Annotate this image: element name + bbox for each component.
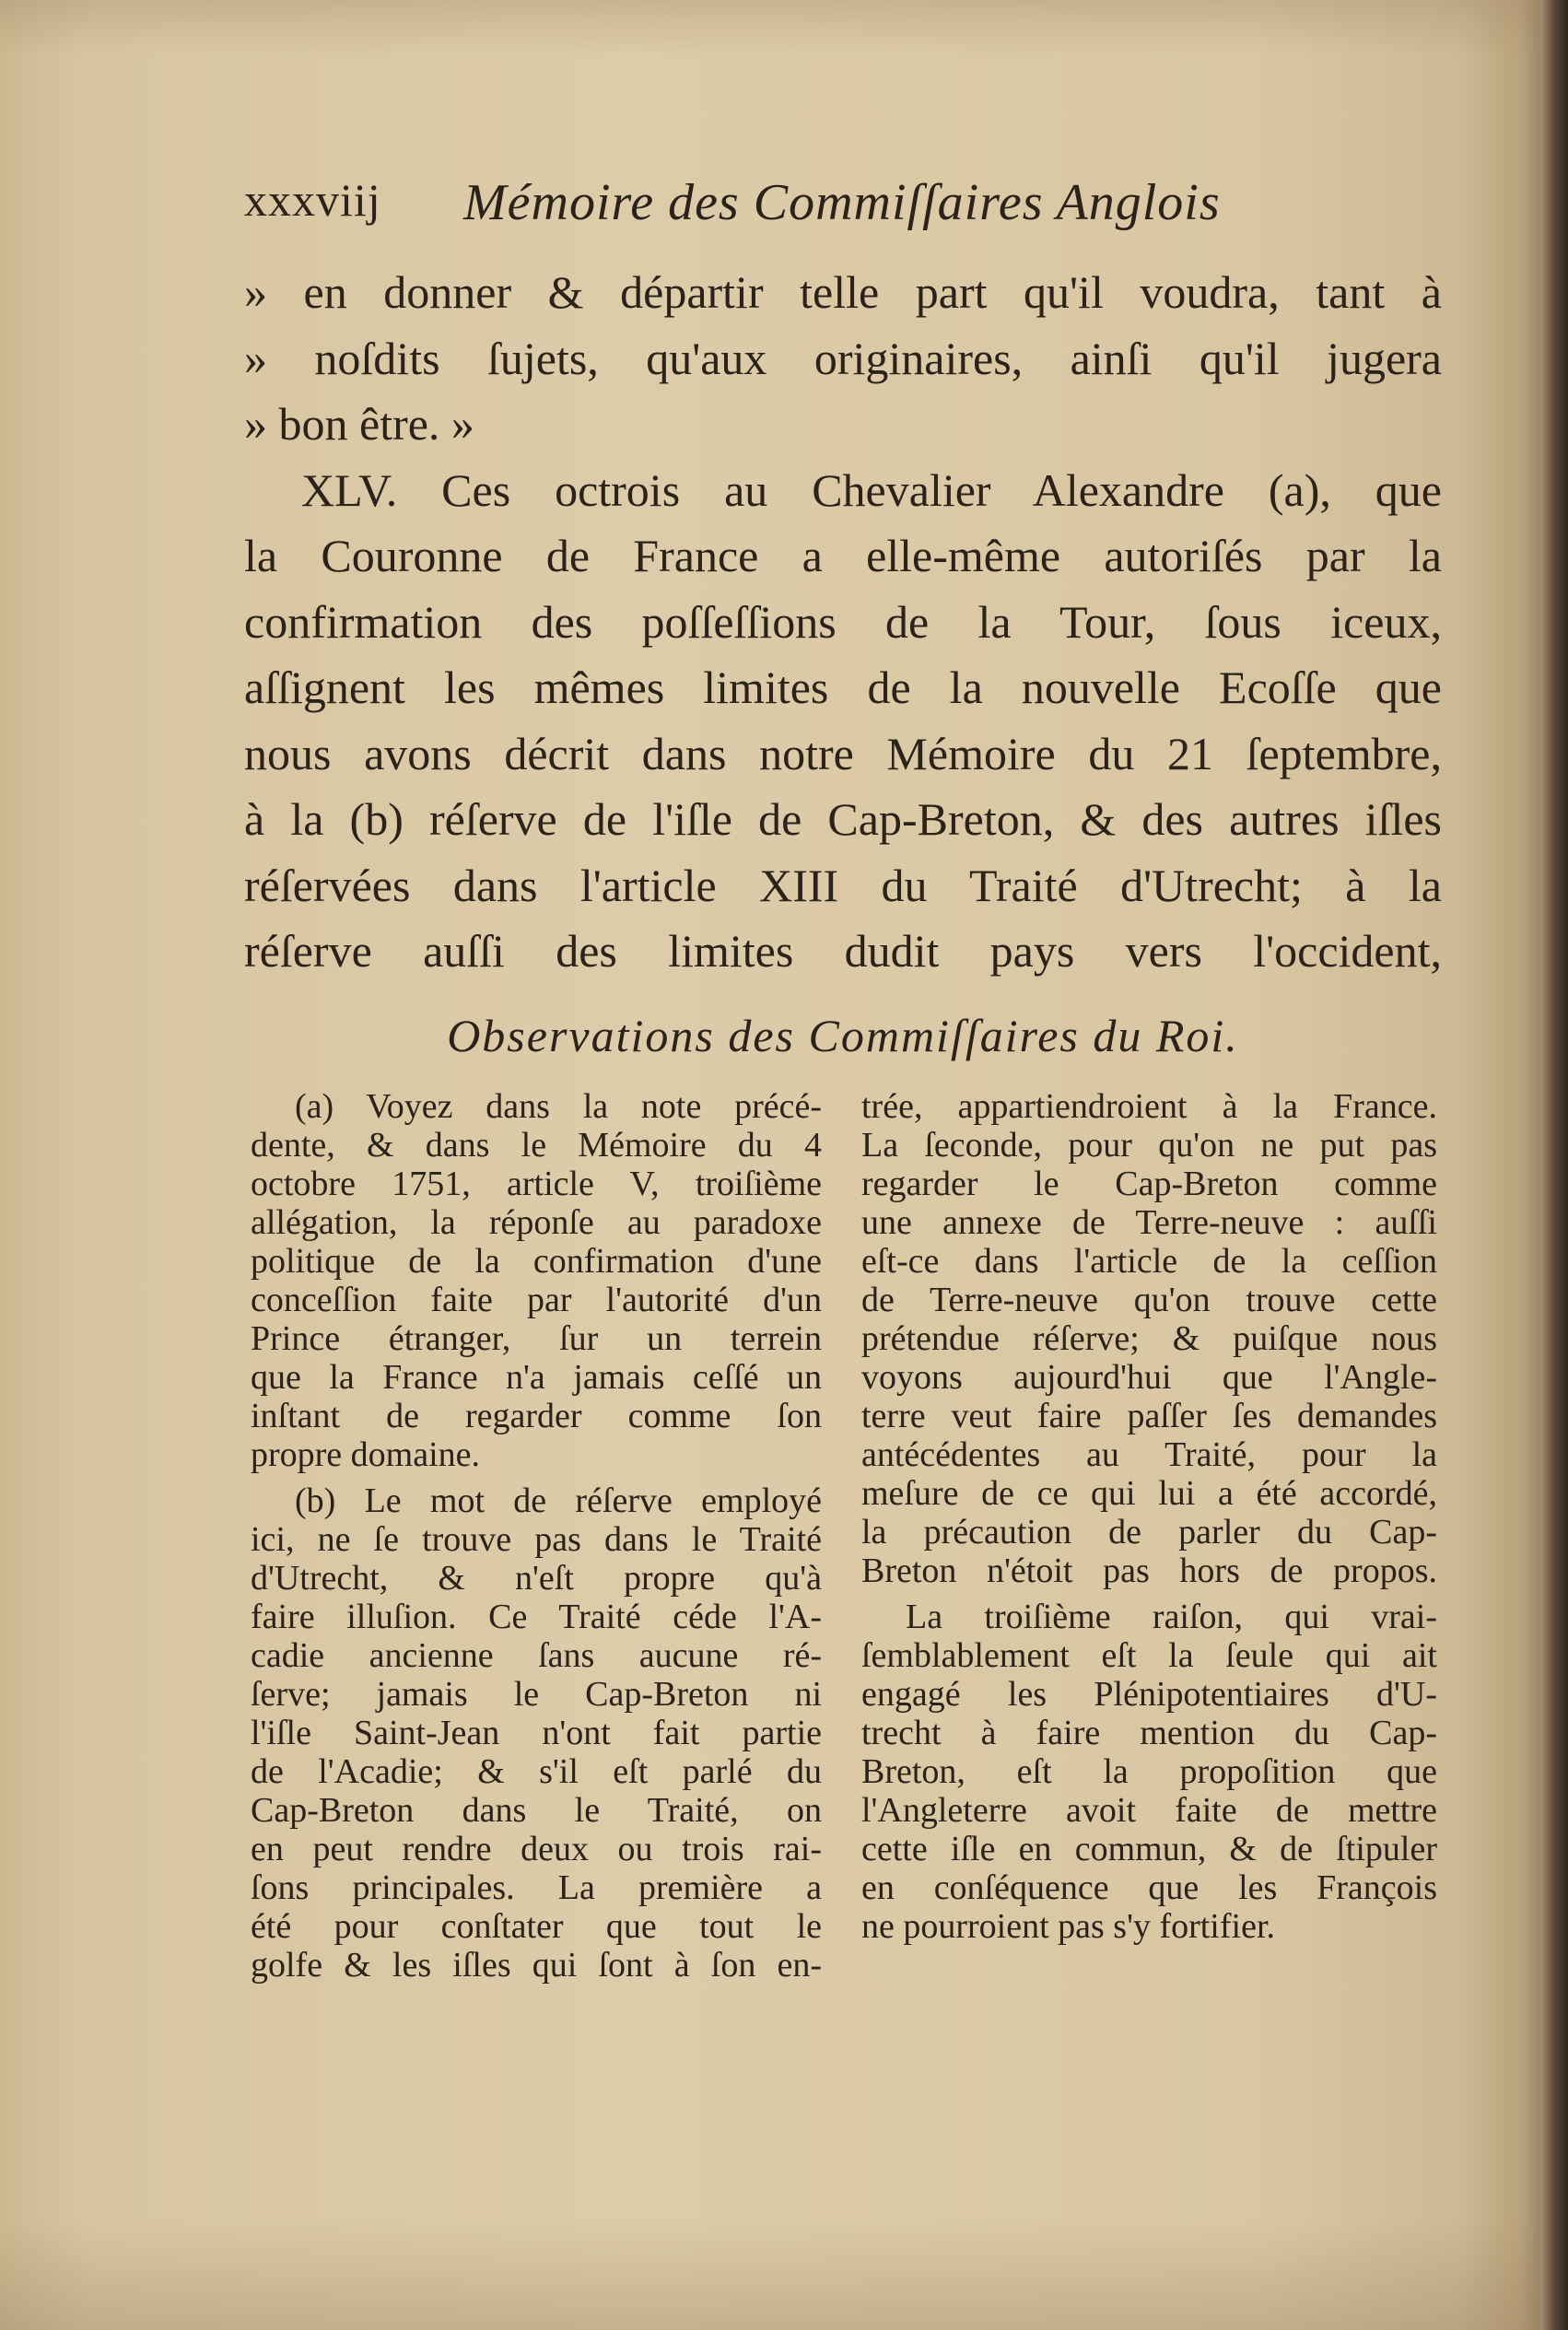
footnote-line: La troiſième raiſon, qui vrai- bbox=[906, 1598, 1437, 1636]
text-line: » en donner & départir telle part qu'il voudra, tant à bbox=[244, 266, 1442, 318]
folio-number: xxxviij bbox=[244, 174, 381, 226]
footnote-line: ſemblablement eſt la ſeule qui ait bbox=[861, 1636, 1437, 1675]
page-edge-shadow bbox=[1540, 0, 1568, 2330]
text-line: confirmation des poſſeſſions de la Tour, ſous iceux, bbox=[244, 595, 1442, 648]
footnote-line: trée, appartiendroient à la France. bbox=[861, 1087, 1437, 1126]
footnote-line: l'Angleterre avoit faite de mettre bbox=[861, 1791, 1437, 1830]
footnote-line: conceſſion faite par l'autorité d'un bbox=[251, 1281, 822, 1319]
footnote-line: allégation, la réponſe au paradoxe bbox=[251, 1203, 822, 1242]
footnote-line: propre domaine. bbox=[251, 1435, 481, 1474]
main-text bbox=[244, 260, 1442, 985]
observations-heading: Observations des Commiſſaires du Roi. bbox=[447, 1010, 1239, 1061]
footnote-line: faire illuſion. Ce Traité céde l'A- bbox=[251, 1598, 822, 1636]
footnote-line: ſons principales. La première a bbox=[251, 1868, 822, 1907]
text-line: la Couronne de France a elle-même autoriſés par la bbox=[244, 530, 1442, 581]
footnote-line: prétendue réſerve; & puiſque nous bbox=[861, 1319, 1437, 1358]
footnote-line: eſt-ce dans l'article de la ceſſion bbox=[861, 1242, 1437, 1281]
footnote-line: meſure de ce qui lui a été accordé, bbox=[861, 1474, 1437, 1513]
footnote-line: en conſéquence que les François bbox=[861, 1868, 1437, 1907]
footnote-line: que la France n'a jamais ceſſé un bbox=[251, 1358, 822, 1397]
footnote-line: antécédentes au Traité, pour la bbox=[861, 1435, 1437, 1474]
footnote-line: été pour conſtater que tout le bbox=[251, 1907, 822, 1946]
footnote-line: de Terre-neuve qu'on trouve cette bbox=[861, 1281, 1437, 1319]
footnote-line: l'iſle Saint-Jean n'ont fait partie bbox=[251, 1714, 822, 1752]
page-shadow-top bbox=[0, 0, 1568, 55]
footnote-line: (a) Voyez dans la note précé- bbox=[295, 1087, 822, 1126]
footnote-line: terre veut faire paſſer ſes demandes bbox=[861, 1397, 1437, 1435]
footnote-column-right bbox=[861, 1087, 1437, 1946]
page-header bbox=[244, 173, 1433, 247]
footnote-line: Cap-Breton dans le Traité, on bbox=[251, 1791, 822, 1830]
footnote-line: ſerve; jamais le Cap-Breton ni bbox=[251, 1675, 822, 1714]
text-line: réſerve auſſi des limites dudit pays vers l'occident, bbox=[244, 925, 1442, 977]
footnote-line: cette iſle en commun, & de ſtipuler bbox=[861, 1830, 1437, 1868]
footnote-line: (b) Le mot de réſerve employé bbox=[295, 1481, 822, 1520]
footnote-line: golfe & les iſles qui ſont à ſon en- bbox=[251, 1946, 822, 1985]
footnote-line: cadie ancienne ſans aucune ré- bbox=[251, 1636, 822, 1675]
footnote-line: en peut rendre deux ou trois rai- bbox=[251, 1830, 822, 1868]
footnote-line: Breton, eſt la propoſition que bbox=[861, 1752, 1437, 1791]
text-line: nous avons décrit dans notre Mémoire du 21 ſeptembre, bbox=[244, 727, 1442, 779]
footnote-line: d'Utrecht, & n'eſt propre qu'à bbox=[251, 1559, 822, 1598]
footnote-line: de l'Acadie; & s'il eſt parlé du bbox=[251, 1752, 822, 1791]
footnote-line: inſtant de regarder comme ſon bbox=[251, 1397, 822, 1435]
footnote-line: Prince étranger, ſur un terrein bbox=[251, 1319, 822, 1358]
footnote-column-left bbox=[251, 1087, 822, 1985]
footnote-line: la précaution de parler du Cap- bbox=[861, 1513, 1437, 1551]
text-line: aſſignent les mêmes limites de la nouvelle Ecoſſe que bbox=[244, 662, 1442, 713]
footnote-line: une annexe de Terre-neuve : auſſi bbox=[861, 1203, 1437, 1242]
footnote-line: politique de la confirmation d'une bbox=[251, 1242, 822, 1281]
footnote-line: voyons aujourd'hui que l'Angle- bbox=[861, 1358, 1437, 1397]
footnote-line: ne pourroient pas s'y fortifier. bbox=[861, 1907, 1276, 1946]
page-shadow-bottom bbox=[0, 2219, 1568, 2330]
footnote-line: ici, ne ſe trouve pas dans le Traité bbox=[251, 1520, 822, 1559]
footnote-line: octobre 1751, article V, troiſième bbox=[251, 1165, 822, 1203]
text-line: XLV. Ces octrois au Chevalier Alexandre (a), que bbox=[301, 463, 1442, 516]
footnote-line: dente, & dans le Mémoire du 4 bbox=[251, 1126, 822, 1165]
footnote-line: trecht à faire mention du Cap- bbox=[861, 1714, 1437, 1752]
footnote-line: engagé les Plénipotentiaires d'U- bbox=[861, 1675, 1437, 1714]
footnote-line: Breton n'étoit pas hors de propos. bbox=[861, 1551, 1437, 1590]
text-line: réſervées dans l'article XIII du Traité d'Utrecht; à la bbox=[244, 859, 1442, 911]
text-line: à la (b) réſerve de l'iſle de Cap-Breton, & des autres iſles bbox=[244, 793, 1442, 845]
text-line: » bon être. » bbox=[244, 398, 474, 450]
footnote-line: regarder le Cap-Breton comme bbox=[861, 1165, 1437, 1203]
text-line: » noſdits ſujets, qu'aux originaires, ainſi qu'il jugera bbox=[244, 332, 1442, 384]
footnote-line: La ſeconde, pour qu'on ne put pas bbox=[861, 1126, 1437, 1165]
running-title: Mémoire des Commiſſaires Anglois bbox=[463, 174, 1221, 231]
